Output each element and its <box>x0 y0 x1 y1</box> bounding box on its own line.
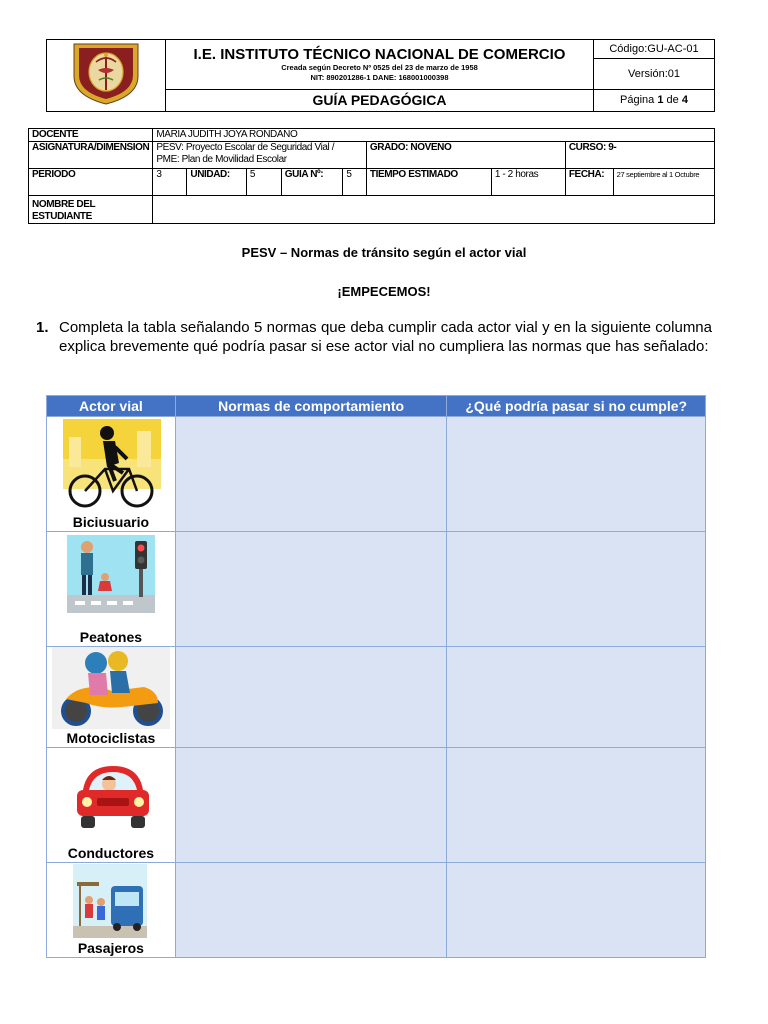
asignatura-line-1: PESV: Proyecto Escolar de Seguridad Vial / <box>156 142 335 154</box>
actor-cell <box>47 417 176 532</box>
fecha-label: FECHA: <box>565 169 613 195</box>
page-total: 4 <box>681 94 688 107</box>
info-table <box>28 128 715 224</box>
actor-cell <box>47 532 176 647</box>
logo-cell <box>47 40 166 112</box>
nit-text: NIT: 890201286-1 DANE: 168001000398 <box>310 72 449 82</box>
decree-text: Creada según Decreto Nº 0525 del 23 de marzo de 1958 <box>281 62 478 72</box>
page-title: PESV – Normas de tránsito según el actor vial <box>241 245 527 260</box>
motorcycle-icon <box>52 647 170 729</box>
consequences-cell[interactable] <box>447 647 706 748</box>
pedestrian-icon <box>67 535 155 613</box>
actor-label: Motociclistas <box>66 730 156 746</box>
page-mid: de <box>663 94 682 107</box>
tiempo-value: 1 - 2 horas <box>491 169 565 195</box>
instruction <box>36 318 712 356</box>
start-heading: ¡EMPECEMOS! <box>337 284 431 299</box>
header-normas: Normas de comportamiento <box>175 396 447 417</box>
consequences-cell[interactable] <box>447 532 706 647</box>
asignatura-label: ASIGNATURA/DIMENSION <box>29 142 153 169</box>
estudiante-field[interactable] <box>153 195 715 223</box>
header-table <box>46 39 715 112</box>
normas-cell[interactable] <box>175 647 447 748</box>
normas-cell[interactable] <box>175 863 447 958</box>
consequences-cell[interactable] <box>447 863 706 958</box>
actor-cell <box>47 863 176 958</box>
table-row <box>47 647 706 748</box>
institution-cell <box>166 40 594 90</box>
periodo-label: PERIODO <box>29 169 153 195</box>
actor-label: Biciusuario <box>72 514 150 530</box>
version-cell: Versión:01 <box>594 59 715 89</box>
grado-cell: GRADO: NOVENO <box>366 142 565 169</box>
asignatura-value <box>153 142 367 169</box>
normas-cell[interactable] <box>175 748 447 863</box>
page-cell <box>594 89 715 111</box>
actor-cell <box>47 748 176 863</box>
bus-passengers-icon <box>73 864 147 938</box>
code-cell: Código:GU-AC-01 <box>594 40 715 59</box>
institution-name: I.E. INSTITUTO TÉCNICO NACIONAL DE COMERCIO <box>193 45 566 63</box>
header-actor: Actor vial <box>47 396 176 417</box>
guia-label: GUIA Nº: <box>281 169 343 195</box>
unidad-label: UNIDAD: <box>187 169 246 195</box>
docente-label: DOCENTE <box>29 129 153 142</box>
page-number: 1 <box>657 94 664 107</box>
periodo-value: 3 <box>153 169 187 195</box>
consequences-cell[interactable] <box>447 417 706 532</box>
estudiante-label: NOMBRE DEL ESTUDIANTE <box>29 195 153 223</box>
header-consequences: ¿Qué podría pasar si no cumple? <box>447 396 706 417</box>
table-row <box>47 417 706 532</box>
school-seal-icon <box>68 40 144 106</box>
normas-cell[interactable] <box>175 417 447 532</box>
fecha-value: 27 septiembre al 1 Octubre <box>613 169 714 195</box>
consequences-cell[interactable] <box>447 748 706 863</box>
doc-type-cell: GUÍA PEDAGÓGICA <box>166 89 594 111</box>
table-row <box>47 748 706 863</box>
actor-cell <box>47 647 176 748</box>
docente-value: MARIA JUDITH JOYA RONDANO <box>153 129 715 142</box>
cyclist-icon <box>63 419 161 511</box>
asignatura-line-2: PME: Plan de Movilidad Escolar <box>156 154 287 166</box>
normas-cell[interactable] <box>175 532 447 647</box>
table-row <box>47 863 706 958</box>
tiempo-label: TIEMPO ESTIMADO <box>366 169 491 195</box>
actor-label: Conductores <box>67 845 155 861</box>
instruction-number: 1. <box>36 319 49 336</box>
actor-label: Peatones <box>79 629 143 645</box>
page-prefix: Página <box>620 94 658 107</box>
instruction-text: Completa la tabla señalando 5 normas que deba cumplir cada actor vial y en la siguiente columna explica brevemente qué podría pasar si ese actor vial no cumpliera las normas que has señalado: <box>59 319 712 355</box>
car-driver-icon <box>73 760 153 836</box>
actors-table <box>46 395 706 958</box>
unidad-value: 5 <box>246 169 281 195</box>
table-row <box>47 532 706 647</box>
actor-label: Pasajeros <box>77 940 144 956</box>
guia-value: 5 <box>343 169 366 195</box>
curso-cell: CURSO: 9- <box>565 142 714 169</box>
